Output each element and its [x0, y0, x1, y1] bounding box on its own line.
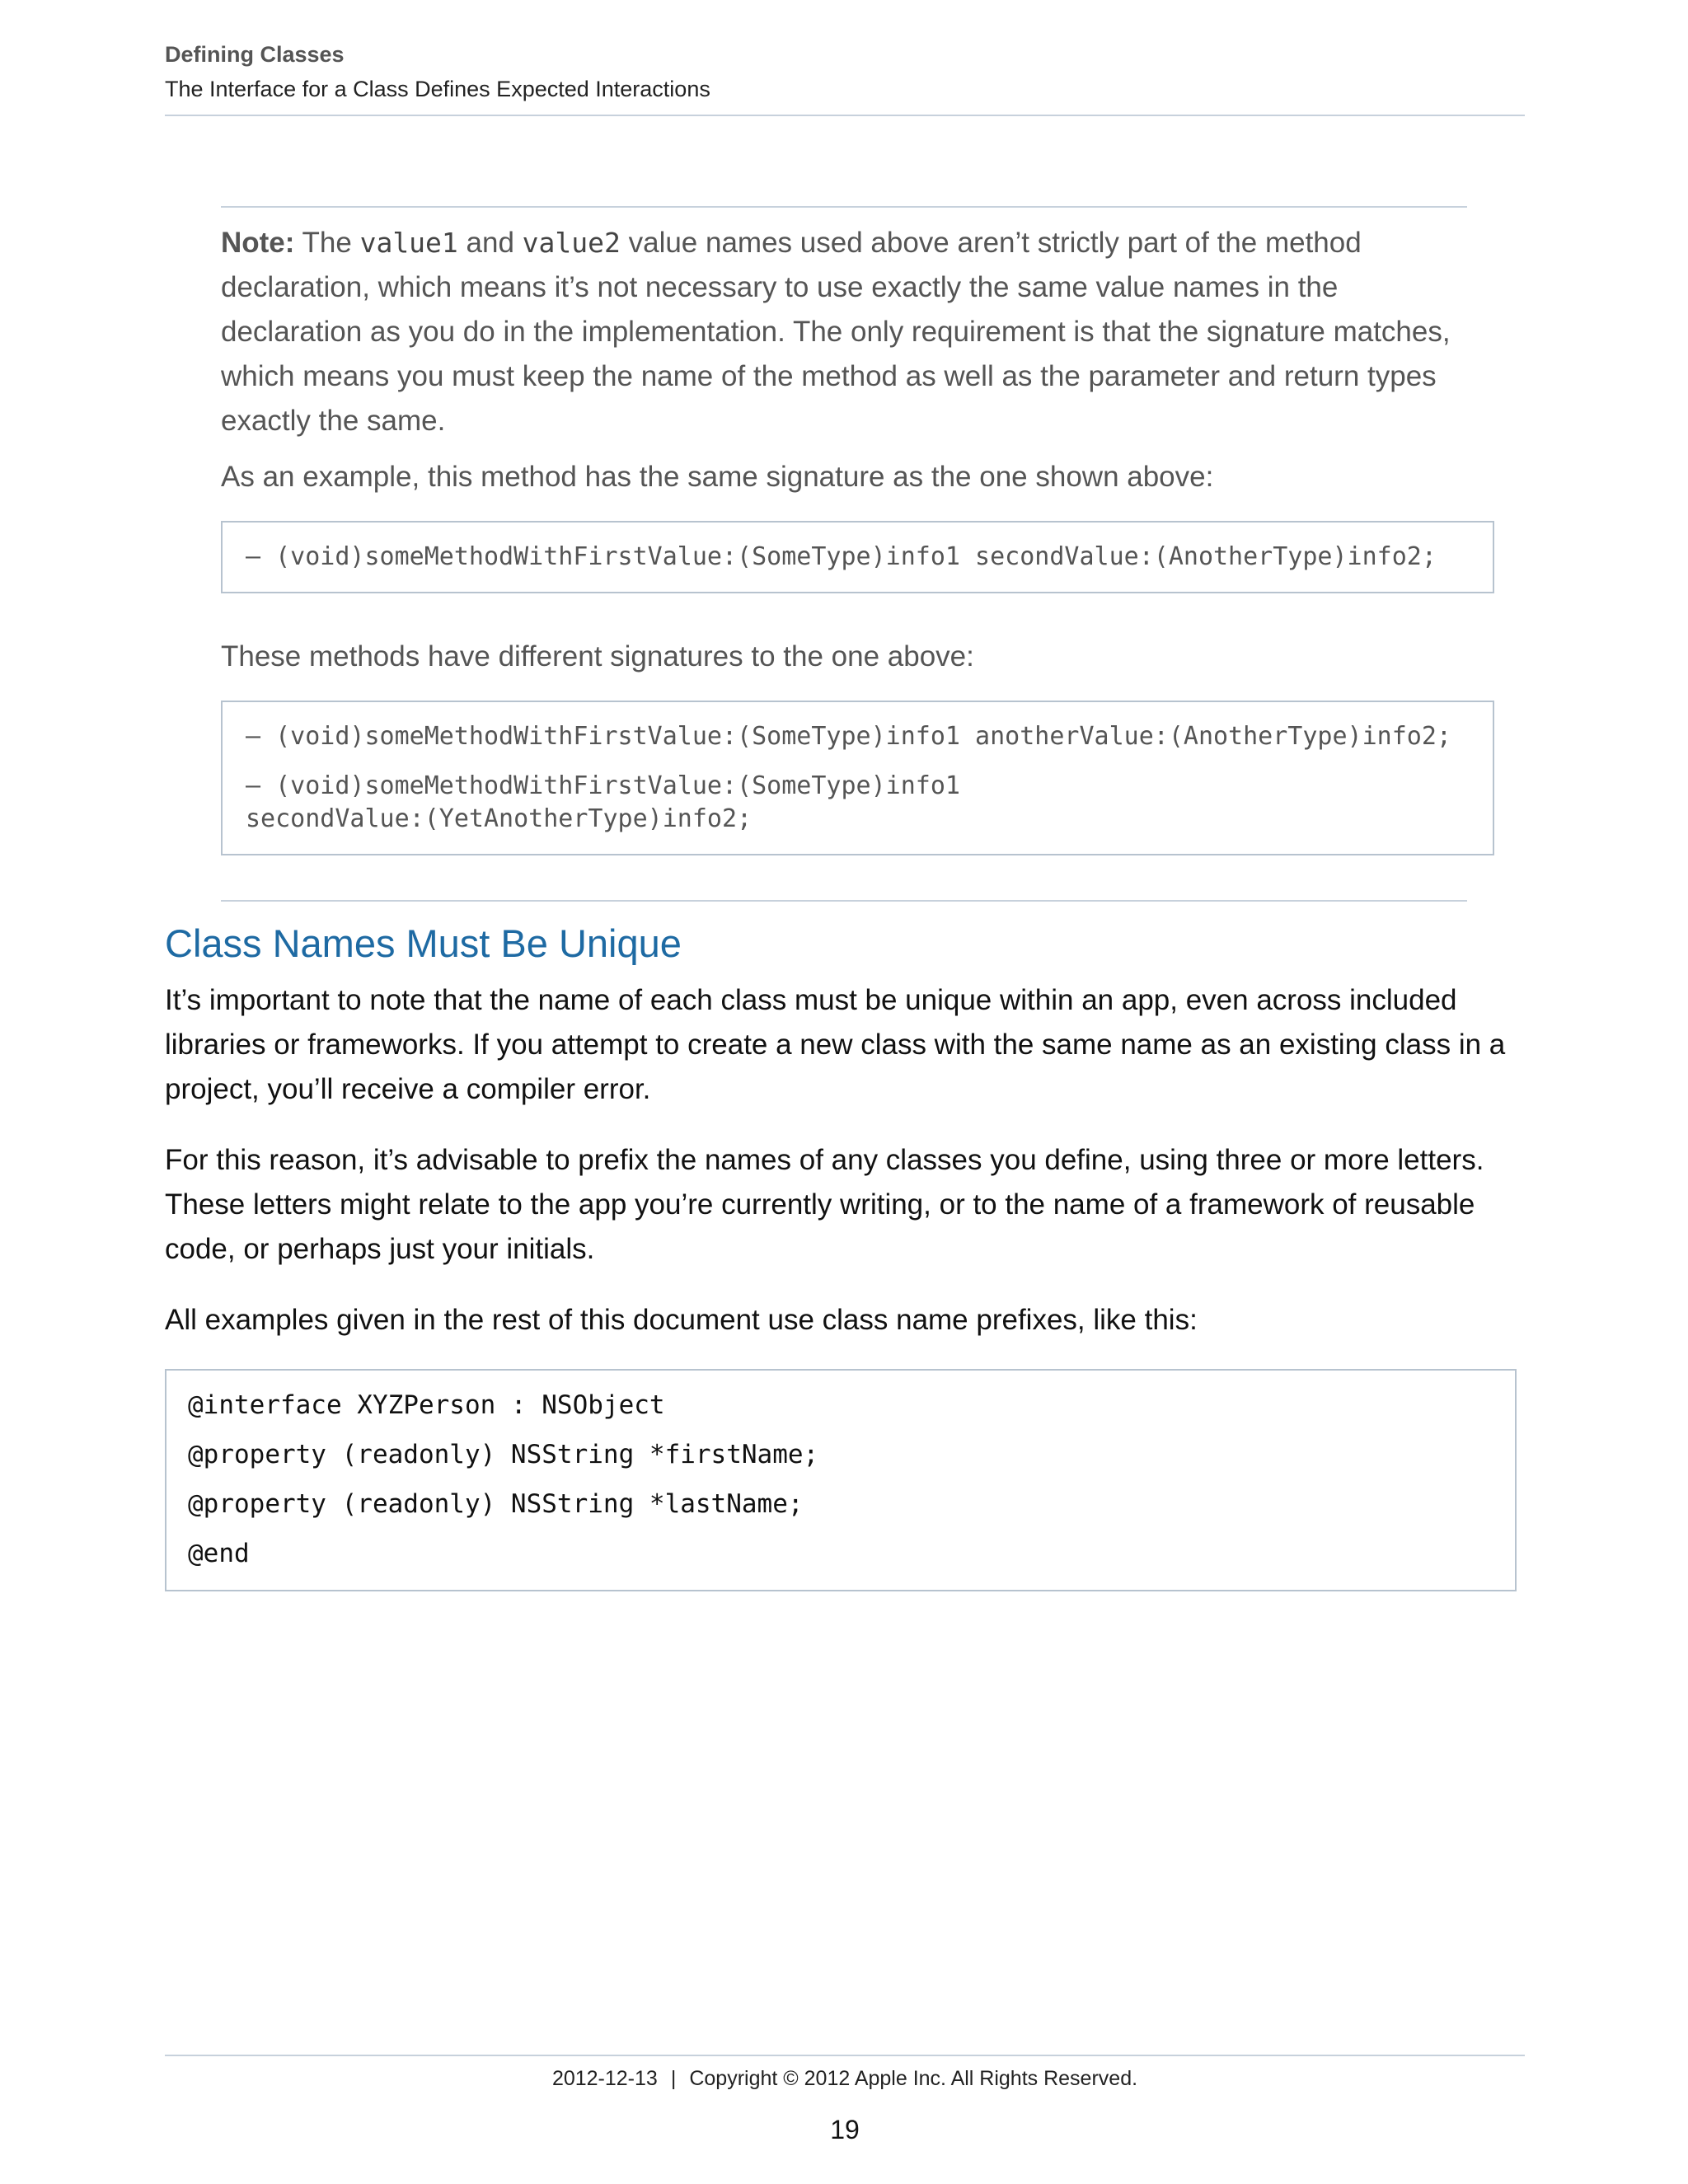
- page-header: [165, 40, 1525, 104]
- page-number: 19: [830, 2115, 860, 2144]
- different-signature-intro: These methods have different signatures to the one above:: [221, 640, 974, 673]
- footer-copyright: Copyright © 2012 Apple Inc. All Rights Reserved.: [689, 2067, 1138, 2090]
- chapter-title: Defining Classes: [165, 42, 345, 67]
- code-line: – (void)someMethodWithFirstValue:(SomeType)info1 secondValue:(AnotherType)info2;: [246, 542, 1437, 571]
- code-line: @end: [188, 1539, 250, 1568]
- note-text-part3: value names used above aren’t strictly part of the method declaration, which means it’s not necessary to use exactly the same value names in the declaration as you do in the implementation. The only requirement is that the signature matches, which means you must keep the name of the method as well as the parameter and return types exactly the same.: [221, 227, 1451, 437]
- body-paragraph: It’s important to note that the name of each class must be unique within an app, even across included libraries or frameworks. If you attempt to create a new class with the same name as an existing class in a project, you’ll receive a compiler error.: [165, 984, 1506, 1105]
- header-divider: [165, 115, 1525, 116]
- note-text-part2: and: [457, 227, 523, 259]
- same-signature-intro: As an example, this method has the same signature as the one shown above:: [221, 461, 1214, 493]
- note-box: [221, 206, 1467, 902]
- footer-date: 2012-12-13: [551, 2067, 658, 2090]
- note-label: Note:: [221, 227, 295, 259]
- footer-separator: |: [670, 2067, 677, 2090]
- code-line: @property (readonly) NSString *firstName;: [188, 1440, 819, 1469]
- section-title: The Interface for a Class Defines Expected Interactions: [165, 77, 710, 101]
- inline-code-value1: value1: [359, 227, 458, 259]
- section-heading: Class Names Must Be Unique: [165, 921, 682, 965]
- footer-divider: [165, 2055, 1525, 2056]
- interface-code-block: [165, 1369, 1517, 1591]
- code-line: – (void)someMethodWithFirstValue:(SomeType)info1 secondValue:(YetAnotherType)info2;: [246, 771, 960, 833]
- different-signature-code-block: [221, 701, 1494, 855]
- code-line: @interface XYZPerson : NSObject: [188, 1390, 665, 1420]
- code-line: – (void)someMethodWithFirstValue:(SomeType)info1 anotherValue:(AnotherType)info2;: [246, 722, 1451, 751]
- page-footer: [165, 2067, 1525, 2091]
- body-paragraph: For this reason, it’s advisable to prefix the names of any classes you define, using three or more letters. These letters might relate to the app you’re currently writing, or to the name of a framework of reusable code, or perhaps just your initials.: [165, 1144, 1484, 1265]
- note-text-part1: The: [302, 227, 360, 259]
- note-paragraph: [221, 221, 1467, 443]
- body-paragraph: All examples given in the rest of this document use class name prefixes, like this:: [165, 1304, 1198, 1336]
- same-signature-code-block: [221, 521, 1494, 593]
- code-line: @property (readonly) NSString *lastName;: [188, 1489, 804, 1519]
- class-names-section: [165, 919, 1525, 1591]
- inline-code-value2: value2: [522, 227, 621, 259]
